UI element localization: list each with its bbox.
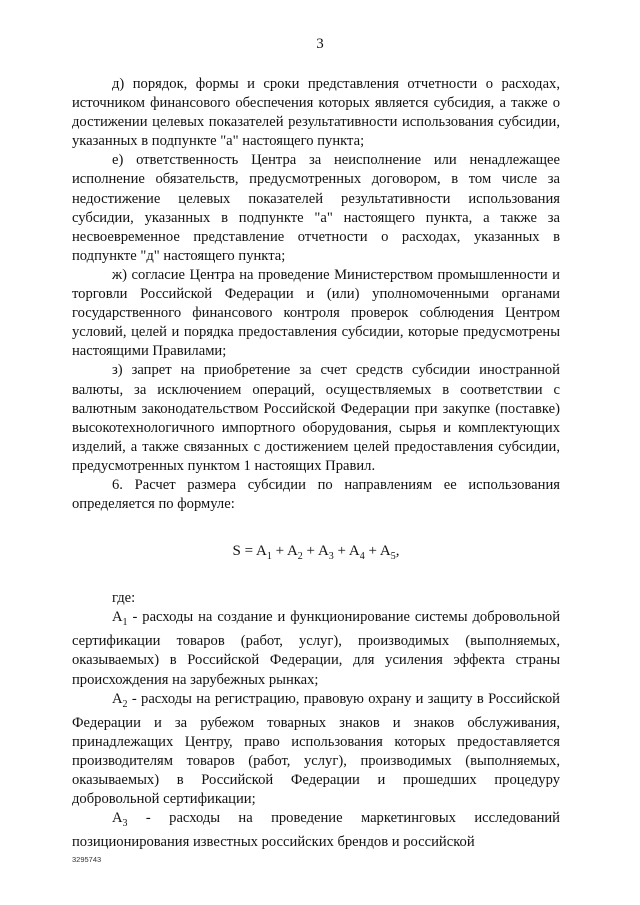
symbol-a1: $А_1$ [112, 609, 128, 629]
paragraph-6: 6. Расчет размера субсидии по направлениям ее использования определяется по формуле: [72, 476, 560, 513]
definition-a1: $А_1$ - расходы на создание и функционирование системы добровольной сертификации товаров (работ, услуг), производимых (выполняемых, оказываемых) в Российской Федерации, для усиления эффекта страны происхождения на зарубежных рынках; [72, 609, 560, 688]
definition-a3: $А_3$ - расходы на проведение маркетинговых исследований позиционирования известных российских брендов и российской [72, 810, 560, 851]
formula-term-2: $A_2$ [286, 543, 303, 563]
formula-term-5: $A_5$ [379, 543, 396, 563]
page-number: 3 [316, 36, 324, 52]
paragraph-zh: ж) согласие Центра на проведение Министерством промышленности и торговли Российской Федерации и (или) уполномоченными органами государственного финансового контроля проверок соблюдения Центром условий, целей и порядка предоставления субсидии, которые предусмотрены настоящими Правилами; [72, 266, 560, 360]
subsidy-formula: $S = A_1 + A_2 + A_3 + A_4 + A_5$, [232, 543, 400, 563]
document-id: 3295743 [72, 855, 102, 864]
symbol-a2: $А_2$ [112, 690, 128, 710]
formula-term-3: $A_3$ [317, 543, 334, 563]
formula-term-4: $A_4$ [348, 543, 365, 563]
document-body [72, 75, 560, 852]
paragraph-z: з) запрет на приобретение за счет средств субсидии иностранной валюты, за исключением операций, осуществляемых в соответствии с валютным законодательством Российской Федерации при закупке (поставке) высокотехнологичного импортного оборудования, сырья и комплектующих изделий, а также связанных с достижением целей предоставления субсидии, предусмотренных пунктом 1 настоящих Правил. [72, 362, 560, 474]
formula-lhs: S [232, 543, 241, 560]
where-label: где: [112, 590, 136, 607]
symbol-a3: $А_3$ [112, 810, 128, 829]
definition-a2: $А_2$ - расходы на регистрацию, правовую охрану и защиту в Российской Федерации и за рубежом товарных знаков и знаков обслуживания, принадлежащих Центру, право использования которых предоставляется производителям товаров (работ, услуг), производимых (выполняемых, оказываемых) в Российской Федерации и прошедших процедуру добровольной сертификации; [72, 690, 560, 807]
paragraph-e: е) ответственность Центра за неисполнение или ненадлежащее исполнение обязательств, предусмотренных договором, в том числе за недостижение целевых показателей результативности использования субсидии, указанных в подпункте "а" настоящего пункта, а также за несвоевременное представление отчетности о расходах, указанных в подпункте "д" настоящего пункта; [72, 152, 560, 264]
formula-term-1: $A_1$ [255, 543, 272, 563]
paragraph-d: д) порядок, формы и сроки представления отчетности о расходах, источником финансового обеспечения которых является субсидия, а также о достижении целевых показателей результативности использования субсидии, указанных в подпункте "а" настоящего пункта; [72, 76, 560, 150]
formula-eq: = [240, 543, 256, 560]
